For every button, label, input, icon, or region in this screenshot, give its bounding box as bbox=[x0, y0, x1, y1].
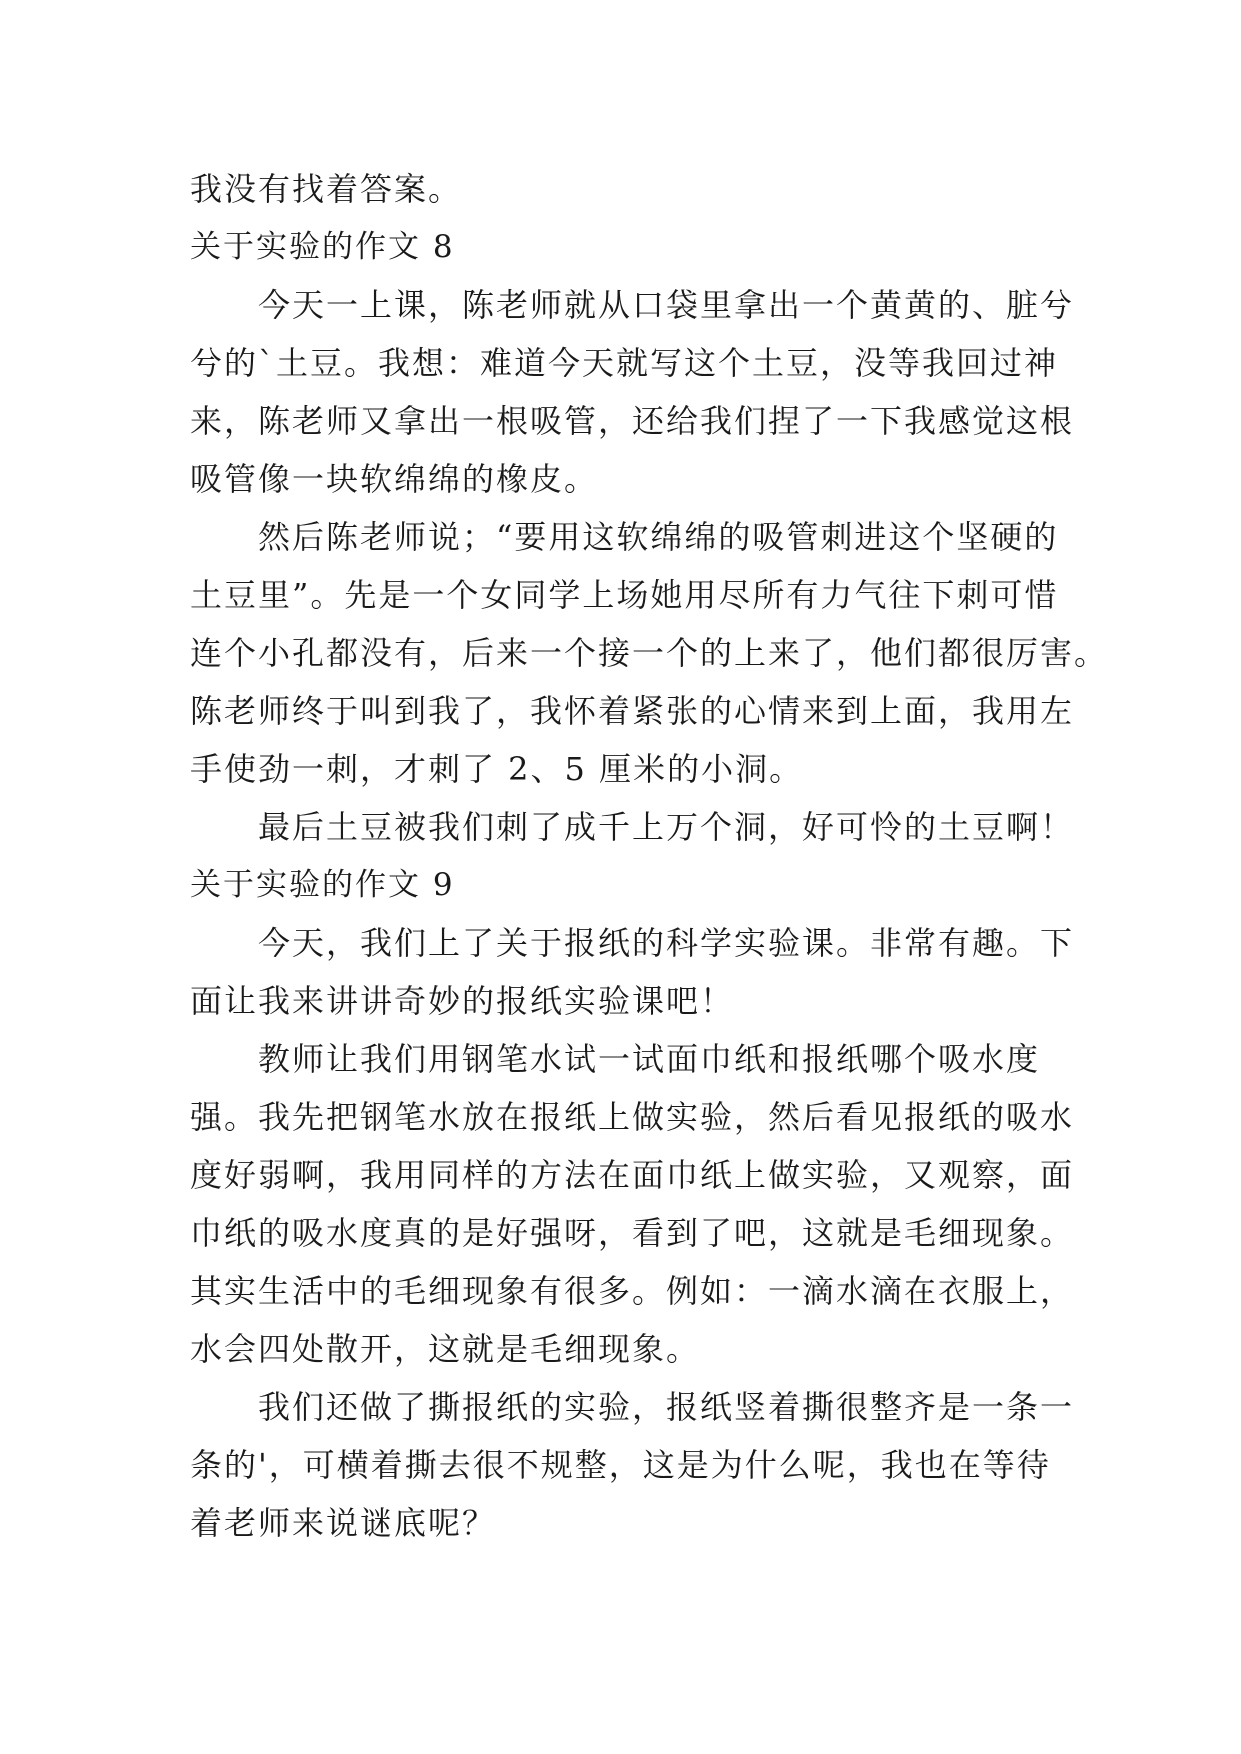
section-heading-9: 关于实验的作文 9 bbox=[190, 867, 455, 903]
text-line: 度好弱啊，我用同样的方法在面巾纸上做实验，又观察，面 bbox=[190, 1156, 1075, 1194]
section-heading-8: 关于实验的作文 8 bbox=[190, 229, 455, 265]
text-line: 强。我先把钢笔水放在报纸上做实验，然后看见报纸的吸水 bbox=[190, 1098, 1075, 1136]
text-line: 面让我来讲讲奇妙的报纸实验课吧！ bbox=[190, 982, 735, 1020]
paragraph-start: 最后土豆被我们刺了成千上万个洞，好可怜的土豆啊！ bbox=[258, 808, 1075, 846]
text-line: 兮的`土豆。我想：难道今天就写这个土豆，没等我回过神 bbox=[190, 344, 1059, 382]
paragraph-start: 教师让我们用钢笔水试一试面巾纸和报纸哪个吸水度 bbox=[258, 1040, 1041, 1078]
text-line: 手使劲一刺，才刺了 2、5 厘米的小洞。 bbox=[190, 750, 804, 788]
text-line: 水会四处散开，这就是毛细现象。 bbox=[190, 1330, 701, 1368]
text-line: 吸管像一块软绵绵的橡皮。 bbox=[190, 460, 599, 498]
text-line: 陈老师终于叫到我了，我怀着紧张的心情来到上面，我用左 bbox=[190, 692, 1075, 730]
text-line: 我没有找着答案。 bbox=[190, 170, 463, 208]
text-line: 土豆里”。先是一个女同学上场她用尽所有力气往下刺可惜 bbox=[190, 576, 1059, 614]
paragraph-start: 今天，我们上了关于报纸的科学实验课。非常有趣。下 bbox=[258, 924, 1075, 962]
paragraph-start: 然后陈老师说；“要用这软绵绵的吸管刺进这个坚硬的 bbox=[258, 518, 1059, 556]
text-line: 来，陈老师又拿出一根吸管，还给我们捏了一下我感觉这根 bbox=[190, 402, 1075, 440]
document-page bbox=[190, 160, 1109, 1552]
text-line: 其实生活中的毛细现象有很多。例如：一滴水滴在衣服上， bbox=[190, 1272, 1075, 1310]
text-line: 连个小孔都没有，后来一个接一个的上来了，他们都很厉害。 bbox=[190, 634, 1109, 672]
text-line: 条的'，可横着撕去很不规整，这是为什么呢，我也在等待 bbox=[190, 1446, 1051, 1484]
text-line: 巾纸的吸水度真的是好强呀，看到了吧，这就是毛细现象。 bbox=[190, 1214, 1075, 1252]
paragraph-start: 今天一上课，陈老师就从口袋里拿出一个黄黄的、脏兮 bbox=[258, 286, 1075, 324]
text-line: 着老师来说谜底呢？ bbox=[190, 1504, 497, 1542]
paragraph-start: 我们还做了撕报纸的实验，报纸竖着撕很整齐是一条一 bbox=[258, 1388, 1075, 1426]
